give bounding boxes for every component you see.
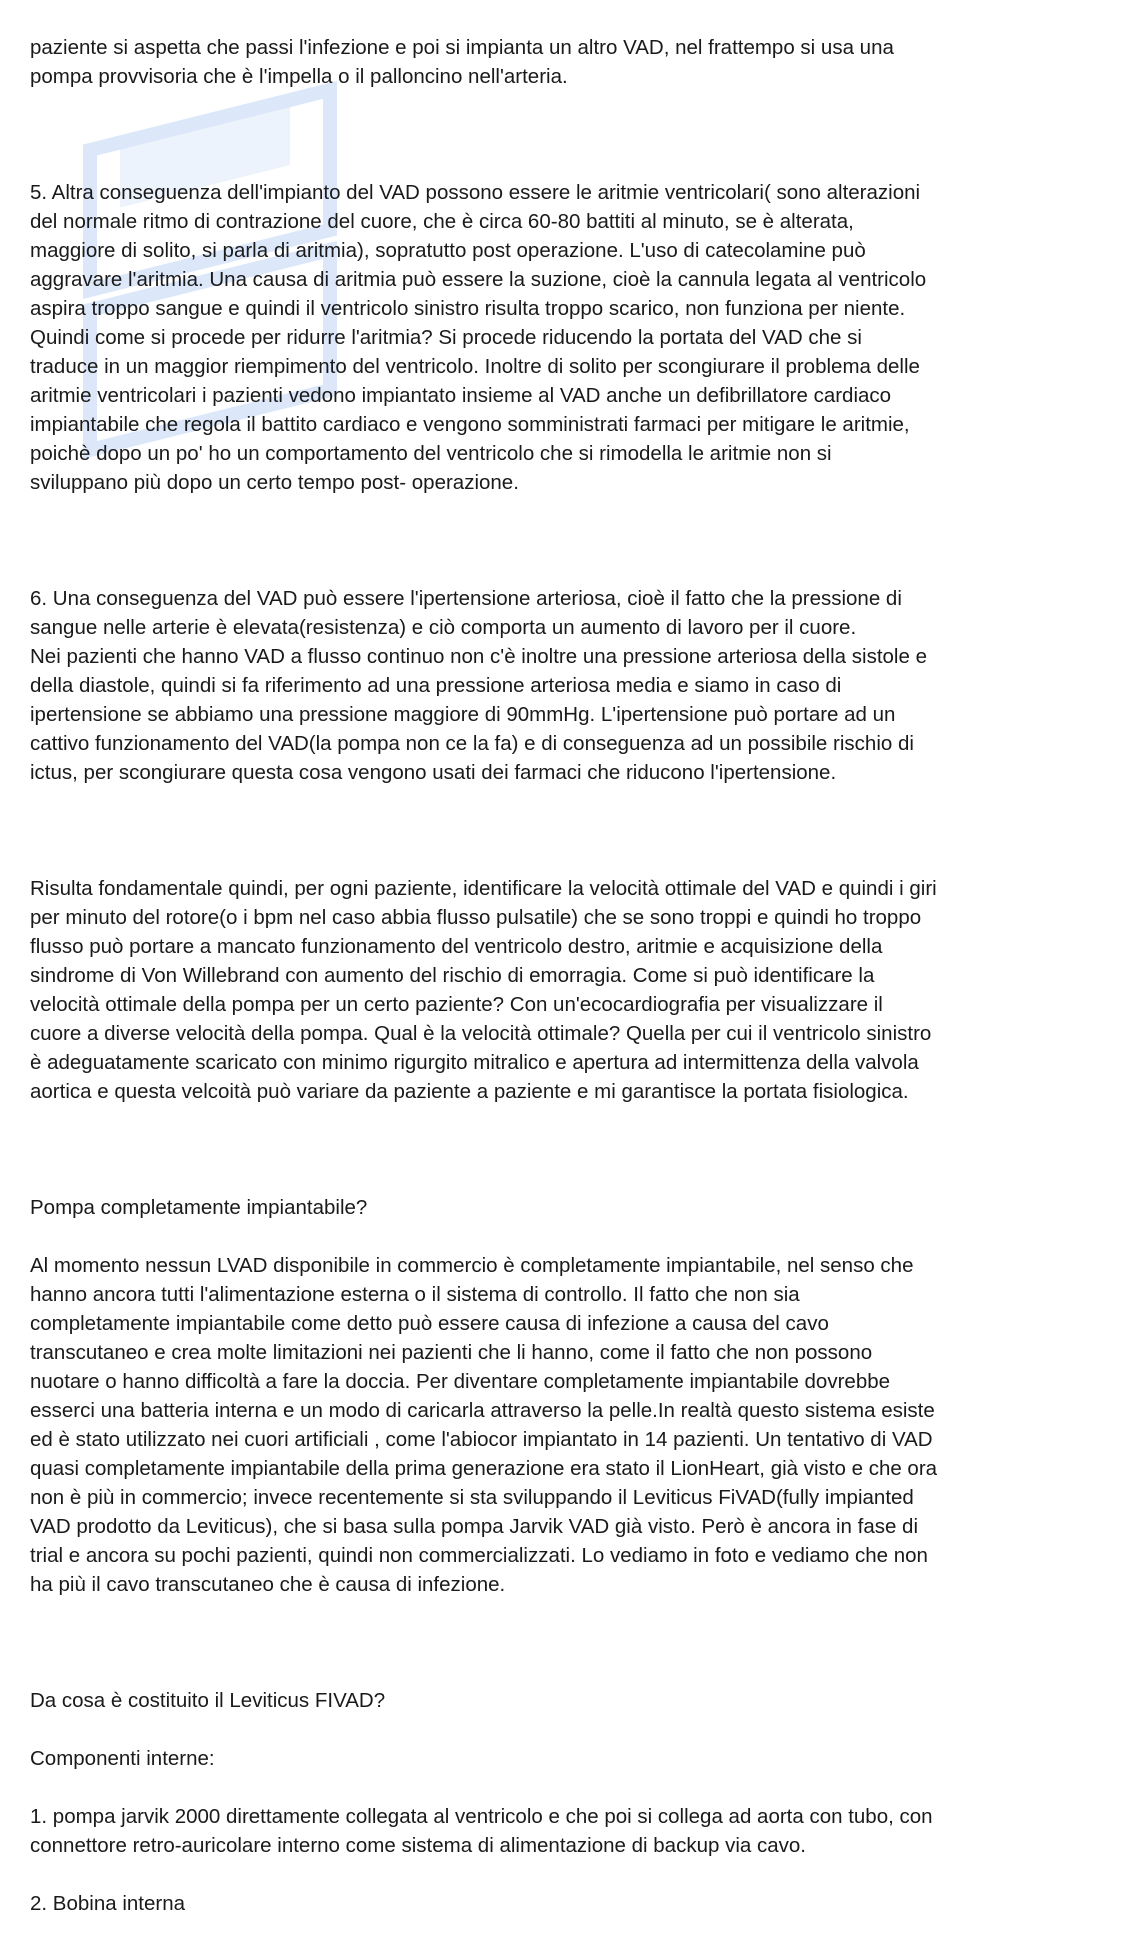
paragraph-intro: paziente si aspetta che passi l'infezione e poi si impianta un altro VAD, nel frattempo si usa una pompa provvisoria che è l'impella o il palloncino nell'arteria.	[30, 36, 894, 88]
paragraph-ipertensione: 6. Una conseguenza del VAD può essere l'ipertensione arteriosa, cioè il fatto che la pressione di sangue nelle arterie è elevata(resistenza) e ciò comporta un aumento di lavoro per il cuore. Nei pazienti che hanno VAD a flusso continuo non c'è inoltre una pressione arteriosa della sistole e della diastole, quindi si fa riferimento ad una pressione arteriosa media e siamo in caso di ipertensione se abbiamo una pressione maggiore di 90mmHg. L'ipertensione può portare ad un cattivo funzionamento del VAD(la pompa non ce la fa) e di conseguenza ad un possibile rischio di ictus, per scongiurare questa cosa vengono usati dei farmaci che riducono l'ipertensione.	[30, 587, 927, 784]
heading-pompa-impiantabile: Pompa completamente impiantabile?	[30, 1196, 368, 1219]
document-body	[30, 4, 1130, 1947]
list-item-pompa-jarvik: 1. pompa jarvik 2000 direttamente collegata al ventricolo e che poi si collega ad aorta con tubo, con connettore retro-auricolare interno come sistema di alimentazione di backup via cavo.	[30, 1805, 933, 1857]
paragraph-pompa-impiantabile: Al momento nessun LVAD disponibile in commercio è completamente impiantabile, nel senso che hanno ancora tutti l'alimentazione esterna o il sistema di controllo. Il fatto che non sia completamente impiantabile come detto può essere causa di infezione a causa del cavo transcutaneo e crea molte limitazioni nei pazienti che li hanno, come il fatto che non possono nuotare o hanno difficoltà a fare la doccia. Per diventare completamente impiantabile dovrebbe esserci una batteria interna e un modo di caricarla attraverso la pelle.In realtà questo sistema esiste ed è stato utilizzato nei cuori artificiali , come l'abiocor impiantato in 14 pazienti. Un tentativo di VAD quasi completamente impiantabile della prima generazione era stato il LionHeart, già visto e che ora non è più in commercio; invece recentemente si sta sviluppando il Leviticus FiVAD(fully impianted VAD prodotto da Leviticus), che si basa sulla pompa Jarvik VAD già visto. Però è ancora in fase di trial e ancora su pochi pazienti, quindi non commercializzati. Lo vediamo in foto e vediamo che non ha più il cavo transcutaneo che è causa di infezione.	[30, 1254, 938, 1596]
paragraph-aritmie: 5. Altra conseguenza dell'impianto del VAD possono essere le aritmie ventricolari( sono alterazioni del normale ritmo di contrazione del cuore, che è circa 60-80 battiti al minuto, se è alterata, maggiore di solito, si parla di aritmia), sopratutto post operazione. L'uso di catecolamine può aggravare l'aritmia. Una causa di aritmia può essere la suzione, cioè la cannula legata al ventricolo aspira troppo sangue e quindi il ventricolo sinistro risulta troppo scarico, non funziona per niente. Quindi come si procede per ridurre l'aritmia? Si procede riducendo la portata del VAD che si traduce in un maggior riempimento del ventricolo. Inoltre di solito per scongiurare il problema delle aritmie ventricolari i pazienti vedono impiantato insieme al VAD anche un defibrillatore cardiaco impiantabile che regola il battito cardiaco e vengono somministrati farmaci per mitigare le aritmie, poichè dopo un po' ho un comportamento del ventricolo che si rimodella le aritmie non si sviluppano più dopo un certo tempo post- operazione.	[30, 181, 927, 494]
list-item-bobina-interna: 2. Bobina interna	[30, 1892, 186, 1915]
heading-leviticus-fivad: Da cosa è costituito il Leviticus FIVAD?	[30, 1689, 386, 1712]
paragraph-velocita-ottimale: Risulta fondamentale quindi, per ogni paziente, identificare la velocità ottimale del VAD e quindi i giri per minuto del rotore(o i bpm nel caso abbia flusso pulsatile) che se sono troppi e quindi ho troppo flusso può portare a mancato funzionamento del ventricolo destro, aritmie e acquisizione della sindrome di Von Willebrand con aumento del rischio di emorragia. Come si può identificare la velocità ottimale della pompa per un certo paziente? Con un'ecocardiografia per visualizzare il cuore a diverse velocità della pompa. Qual è la velocità ottimale? Quella per cui il ventricolo sinistro è adeguatamente scaricato con minimo rigurgito mitralico e apertura ad intermittenza della valvola aortica e questa velcoità può variare da paziente a paziente e mi garantisce la portata fisiologica.	[30, 877, 937, 1103]
heading-componenti-interne: Componenti interne:	[30, 1747, 215, 1770]
